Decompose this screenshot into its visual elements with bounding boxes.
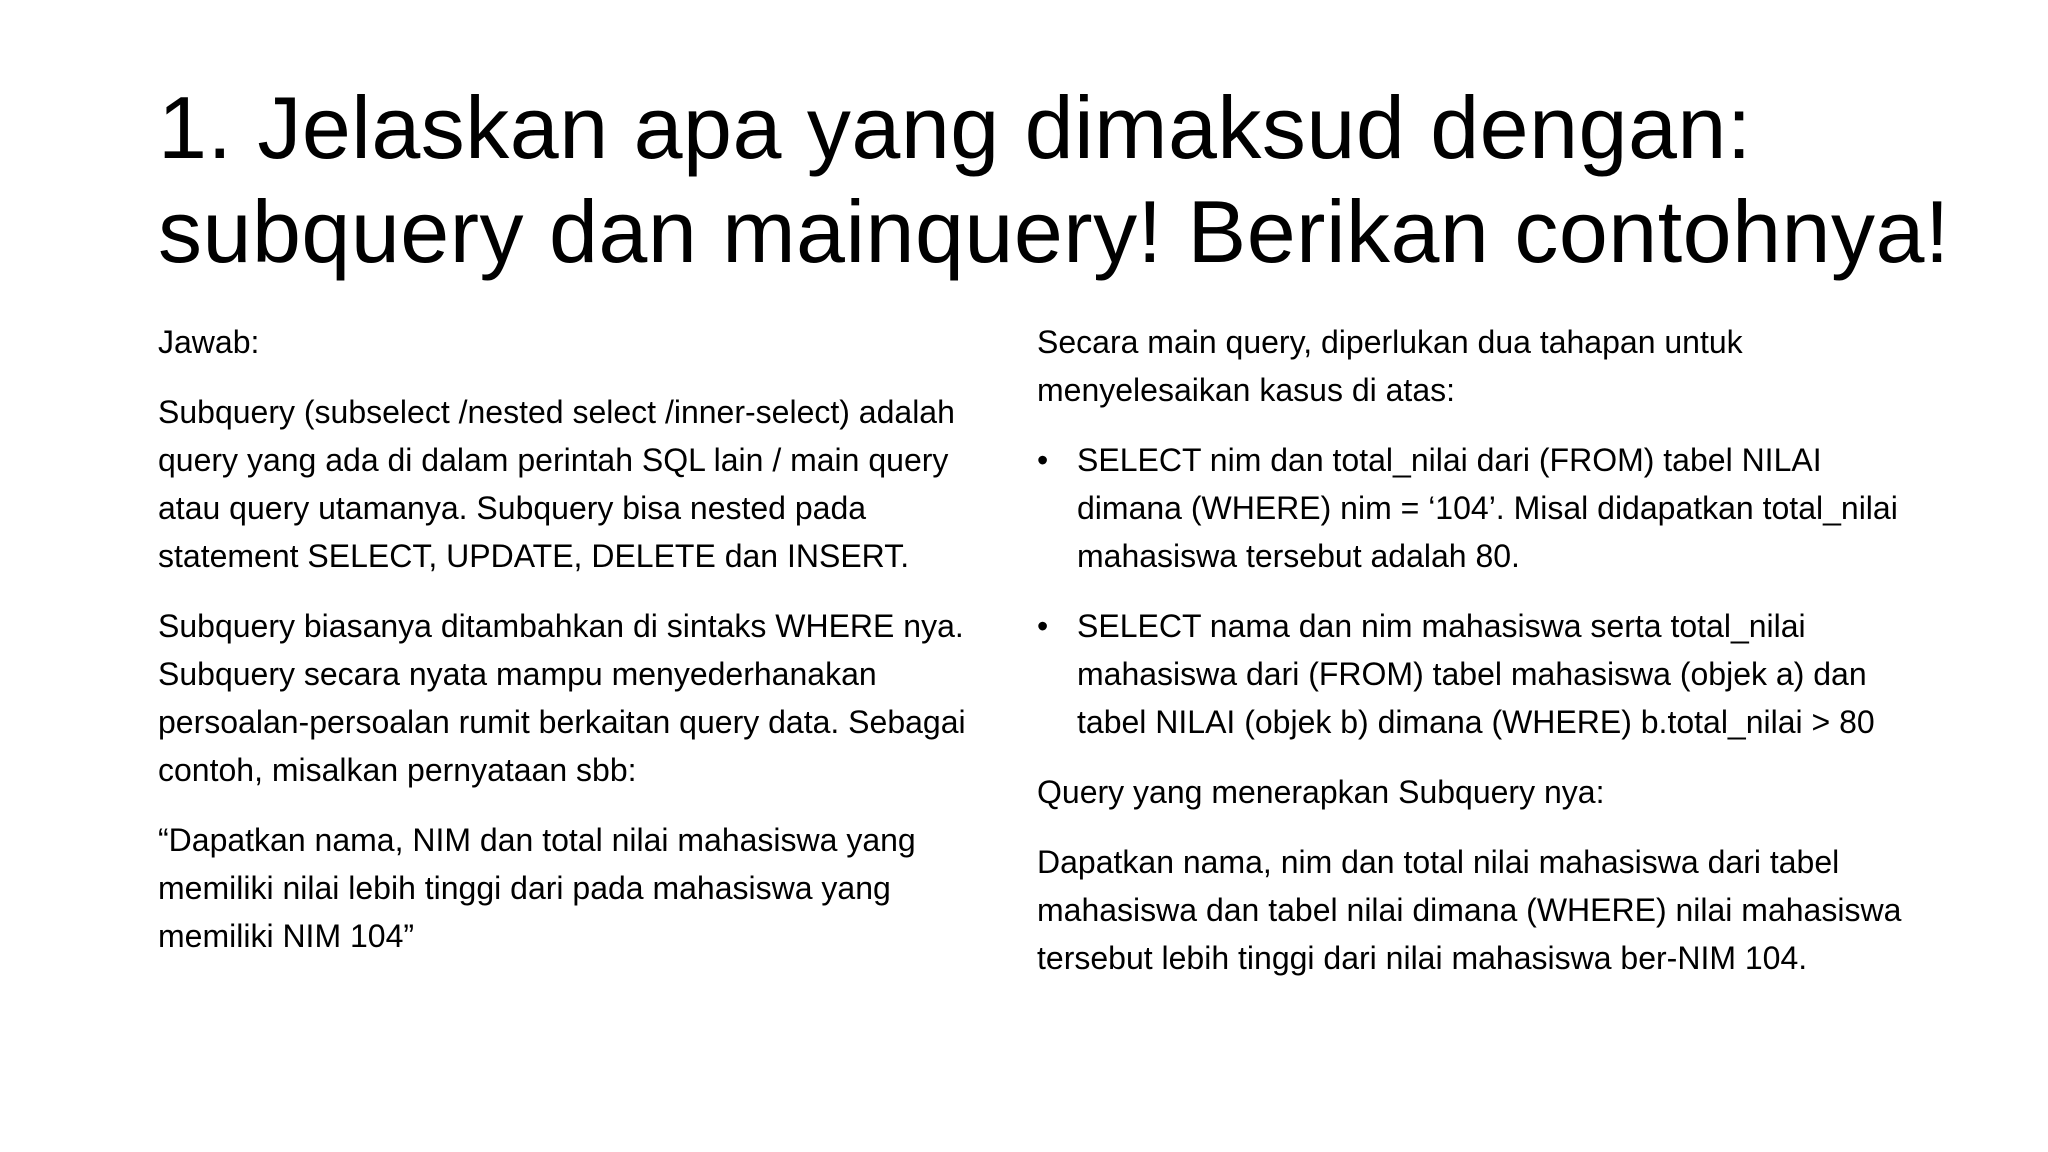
slide-title-line-2: subquery dan mainquery! Berikan contohnya!	[158, 182, 1950, 281]
slide-title	[158, 76, 1950, 284]
main-query-steps-list	[1037, 436, 1917, 746]
step-text: SELECT nim dan total_nilai dari (FROM) tabel NILAI dimana (WHERE) nim = ‘104’. Misal didapatkan total_nilai mahasiswa tersebut adalah 80.	[1077, 442, 1898, 574]
answer-label: Jawab:	[158, 324, 260, 360]
subquery-example-text: Dapatkan nama, nim dan total nilai mahasiswa dari tabel mahasiswa dan tabel nilai dimana (WHERE) nilai mahasiswa tersebut lebih tinggi dari nilai mahasiswa ber-NIM 104.	[1037, 844, 1902, 976]
bullet-icon: •	[1037, 442, 1049, 478]
example-quote: “Dapatkan nama, NIM dan total nilai mahasiswa yang memiliki nilai lebih tinggi dari pada mahasiswa yang memiliki NIM 104”	[158, 822, 916, 954]
right-column	[1037, 318, 1917, 1004]
subquery-definition-paragraph: Subquery (subselect /nested select /inner-select) adalah query yang ada di dalam perintah SQL lain / main query atau query utamanya. Subquery bisa nested pada statement SELECT, UPDATE, DELETE dan INSERT.	[158, 394, 955, 574]
slide-title-line-1: 1. Jelaskan apa yang dimaksud dengan:	[158, 78, 1752, 177]
bullet-icon: •	[1037, 608, 1049, 644]
step-text: SELECT nama dan nim mahasiswa serta total_nilai mahasiswa dari (FROM) tabel mahasiswa (objek a) dan tabel NILAI (objek b) dimana (WHERE) b.total_nilai > 80	[1077, 608, 1875, 740]
subquery-label: Query yang menerapkan Subquery nya:	[1037, 774, 1605, 810]
list-item	[1037, 602, 1917, 746]
list-item	[1037, 436, 1917, 580]
subquery-usage-paragraph: Subquery biasanya ditambahkan di sintaks WHERE nya. Subquery secara nyata mampu menyederhanakan persoalan-persoalan rumit berkaitan query data. Sebagai contoh, misalkan pernyataan sbb:	[158, 608, 966, 788]
left-column	[158, 318, 1008, 982]
main-query-intro: Secara main query, diperlukan dua tahapan untuk menyelesaikan kasus di atas:	[1037, 324, 1743, 408]
